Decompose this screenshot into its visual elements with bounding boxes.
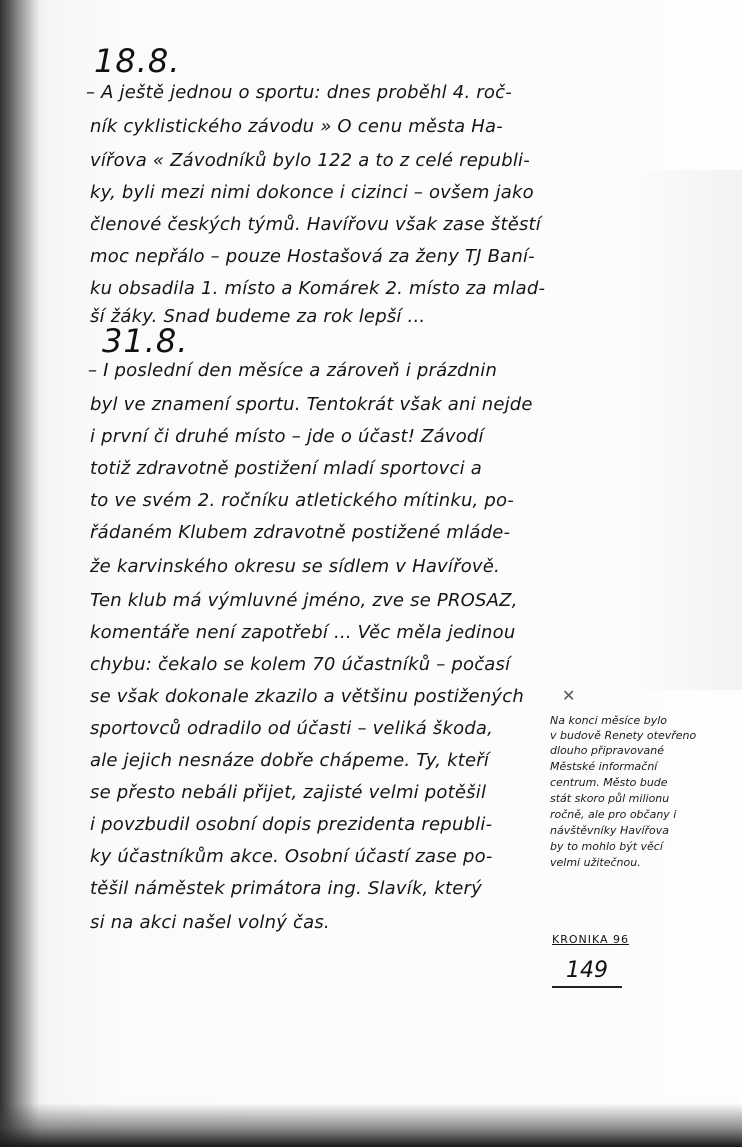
entry-line: i první či druhé místo – jde o účast! Závodí bbox=[90, 426, 484, 447]
entry-line: – I poslední den měsíce a zároveň i prázdnin bbox=[88, 360, 498, 381]
entry-line: to ve svém 2. ročníku atletického mítinku, po- bbox=[90, 490, 514, 511]
show-through-shadow bbox=[622, 170, 742, 690]
margin-note-line: Městské informační bbox=[550, 760, 658, 773]
entry-line: ky, byli mezi nimi dokonce i cizinci – ovšem jako bbox=[90, 182, 534, 203]
entry-line: komentáře není zapotřebí ... Věc měla jedinou bbox=[90, 622, 516, 643]
entry-line: se však dokonale zkazilo a většinu postižených bbox=[90, 686, 524, 707]
entry-line: ku obsadila 1. místo a Komárek 2. místo za mlad- bbox=[90, 278, 546, 299]
entry-line: chybu: čekalo se kolem 70 účastníků – počasí bbox=[90, 654, 511, 675]
entry-line: ky účastníkům akce. Osobní účastí zase po- bbox=[90, 846, 493, 867]
margin-note-line: ročně, ale pro občany i bbox=[550, 808, 677, 821]
margin-note-line: by to mohlo být věcí bbox=[550, 840, 663, 853]
entry-line: členové českých týmů. Havířovu však zase štěstí bbox=[90, 214, 542, 235]
entry-line: že karvinského okresu se sídlem v Havířově. bbox=[90, 556, 500, 577]
page-bottom-edge bbox=[0, 1103, 742, 1147]
page-number-rule bbox=[552, 986, 622, 988]
entry-line: moc nepřálo – pouze Hostašová za ženy TJ Baní- bbox=[90, 246, 535, 267]
entry-date: 31.8. bbox=[102, 322, 189, 360]
entry-date: 18.8. bbox=[94, 42, 181, 80]
margin-note-line: velmi užitečnou. bbox=[550, 856, 641, 869]
margin-note-line: dlouho připravované bbox=[550, 744, 664, 757]
page-number: 149 bbox=[566, 958, 608, 983]
margin-note-line: návštěvníky Havířova bbox=[550, 824, 670, 837]
entry-line: si na akci našel volný čas. bbox=[90, 912, 330, 933]
entry-line: – A ještě jednou o sportu: dnes proběhl 4. roč- bbox=[86, 82, 512, 103]
entry-line: se přesto nebáli přijet, zajisté velmi potěšil bbox=[90, 782, 487, 803]
entry-line: vířova « Závodníků bylo 122 a to z celé republi- bbox=[90, 150, 530, 171]
book-spine-shadow bbox=[0, 0, 40, 1147]
entry-line: sportovců odradilo od účasti – veliká škoda, bbox=[90, 718, 494, 739]
entry-line: ale jejich nesnáze dobře chápeme. Ty, kteří bbox=[90, 750, 490, 771]
margin-note-line: centrum. Město bude bbox=[550, 776, 668, 789]
entry-line: ší žáky. Snad budeme za rok lepší ... bbox=[90, 306, 426, 327]
margin-mark: ✕ bbox=[562, 686, 576, 705]
entry-line: i povzbudil osobní dopis prezidenta republi- bbox=[90, 814, 493, 835]
entry-line: řádaném Klubem zdravotně postižené mláde- bbox=[90, 522, 511, 543]
margin-note-line: v budově Renety otevřeno bbox=[550, 729, 697, 742]
entry-line: těšil náměstek primátora ing. Slavík, který bbox=[90, 878, 483, 899]
margin-note-line: stát skoro půl milionu bbox=[550, 792, 670, 805]
entry-line: totiž zdravotně postižení mladí sportovci a bbox=[90, 458, 482, 479]
margin-note-line: Na konci měsíce bylo bbox=[550, 714, 667, 727]
entry-line: byl ve znamení sportu. Tentokrát však ani nejde bbox=[90, 394, 533, 415]
chronicle-label: KRONIKA 96 bbox=[552, 933, 630, 946]
entry-line: ník cyklistického závodu » O cenu města Ha- bbox=[90, 116, 503, 137]
entry-line: Ten klub má výmluvné jméno, zve se PROSAZ, bbox=[90, 590, 518, 611]
